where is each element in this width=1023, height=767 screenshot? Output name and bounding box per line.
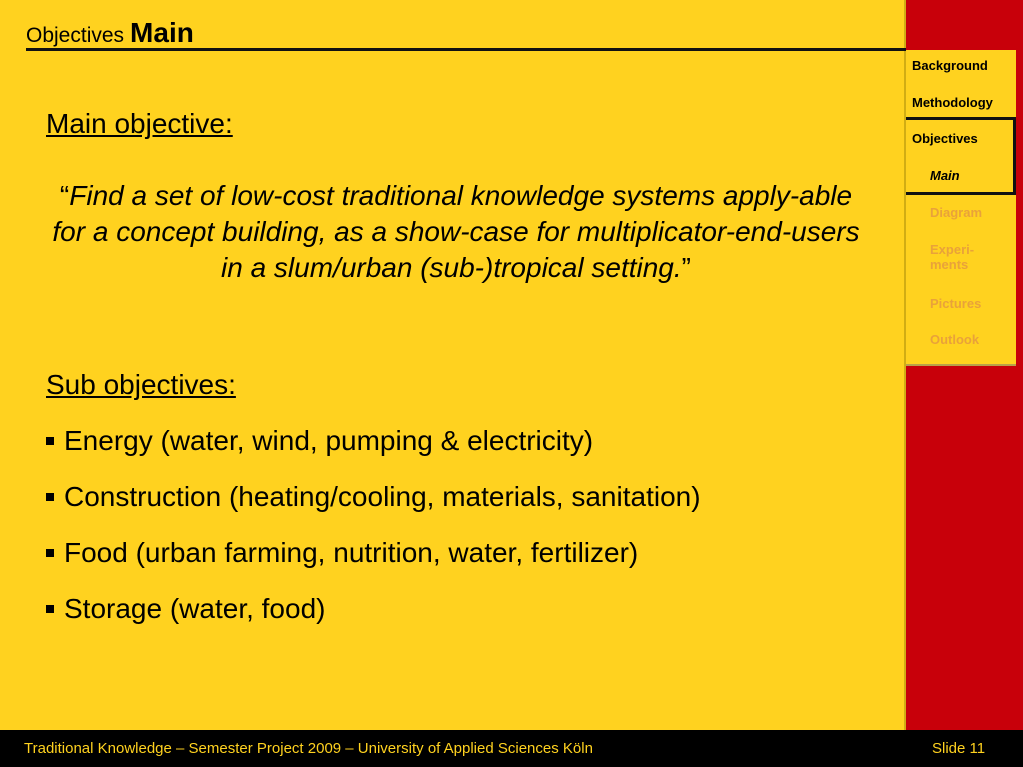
nav-item-background[interactable]: Background — [912, 58, 988, 73]
list-item — [46, 537, 638, 569]
bullet-icon — [46, 549, 54, 557]
list-item — [46, 425, 593, 457]
sub-objectives-heading: Sub objectives: — [46, 369, 236, 400]
list-item-text: Food (urban farming, nutrition, water, fertilizer) — [64, 537, 639, 568]
slide-number: Slide 11 — [932, 740, 986, 757]
bullet-icon — [46, 605, 54, 613]
nav-item-diagram[interactable]: Diagram — [930, 205, 983, 220]
nav-current-bracket-top — [906, 117, 1016, 120]
main-objective-quote — [46, 178, 866, 286]
nav-current-bracket-right — [1013, 117, 1016, 195]
nav-item-objectives[interactable]: Objectives — [912, 131, 978, 146]
list-item — [46, 481, 701, 513]
nav-item-pictures[interactable]: Pictures — [930, 296, 982, 311]
footer-text: Traditional Knowledge – Semester Project 2009 – University of Applied Sciences Köln — [24, 740, 593, 757]
list-item-text: Construction (heating/cooling, materials, sanitation) — [64, 481, 701, 512]
quote-close: ” — [681, 252, 691, 283]
main-objective-heading: Main objective: — [46, 108, 233, 139]
title-section: Objectives — [26, 24, 125, 47]
nav-panel-shadow — [906, 364, 1016, 366]
bullet-icon — [46, 437, 54, 445]
quote-text: Find a set of low-cost traditional knowledge systems apply-able for a concept building, as a show-case for multiplicator-end-users in a slum/urban (sub-)tropical setting. — [52, 180, 860, 283]
bullet-icon — [46, 493, 54, 501]
nav-item-outlook[interactable]: Outlook — [930, 332, 980, 347]
slide-title — [26, 17, 194, 49]
list-item-text: Energy (water, wind, pumping & electricity) — [64, 425, 594, 456]
nav-item-experiments[interactable]: Experi- ments — [930, 242, 975, 272]
title-subsection: Main — [130, 17, 194, 48]
title-rule — [26, 48, 906, 51]
nav-item-methodology[interactable]: Methodology — [912, 95, 993, 110]
nav-item-main[interactable]: Main — [930, 168, 960, 183]
quote-open: “ — [59, 180, 70, 211]
list-item-text: Storage (water, food) — [64, 593, 326, 624]
nav-current-bracket-bottom — [906, 192, 1016, 195]
list-item — [46, 593, 325, 625]
